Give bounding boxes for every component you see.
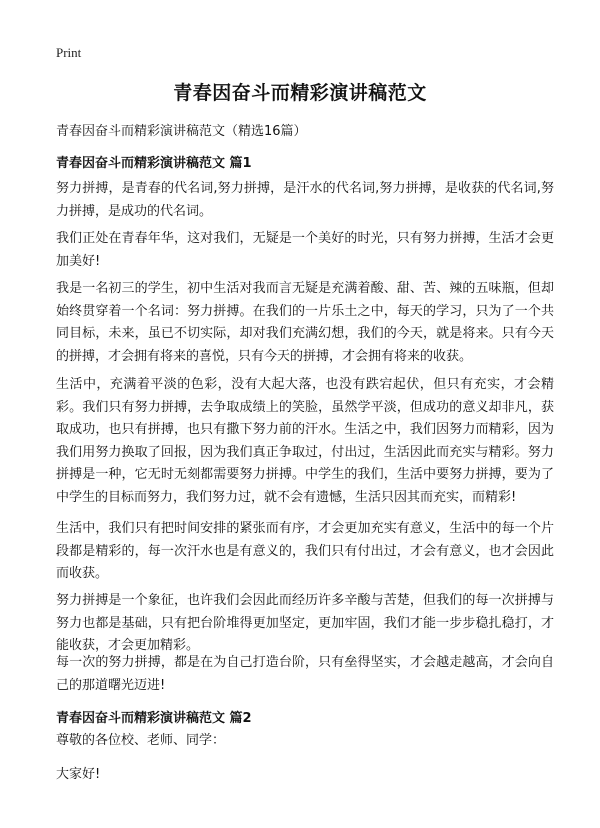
page-title: 青春因奋斗而精彩演讲稿范文	[173, 82, 427, 104]
paragraph: 努力拼搏，是青春的代名词,努力拼搏，是汗水的代名词,努力拼搏，是收获的代名词,努力拼搏，是成功的代名词。	[56, 181, 554, 219]
section-heading-2: 青春因奋斗而精彩演讲稿范文 篇2	[56, 711, 252, 726]
page-subtitle: 青春因奋斗而精彩演讲稿范文（精选16篇）	[56, 124, 307, 139]
paragraph: 我们正处在青春年华，这对我们，无疑是一个美好的时光，只有努力拼搏，生活才会更加美好!	[56, 231, 554, 269]
paragraph: 大家好!	[56, 767, 101, 782]
print-link[interactable]: Print	[56, 45, 82, 60]
paragraph: 努力拼搏是一个象征，也许我们会因此而经历许多辛酸与苦楚，但我们的每一次拼搏与努力也都是基础，只有把台阶堆得更加坚定，更加牢固，我们才能一步步稳扎稳打，才能收获，才会更加精彩。	[56, 593, 554, 653]
section-heading-1: 青春因奋斗而精彩演讲稿范文 篇1	[56, 156, 252, 171]
paragraph: 每一次的努力拼搏，都是在为自己打造台阶，只有垒得坚实，才会越走越高，才会向自己的那道曙光迈进!	[56, 655, 554, 693]
paragraph: 我是一名初三的学生，初中生活对我而言无疑是充满着酸、甜、苦、辣的五味瓶，但却始终贯穿着一个名词：努力拼搏。在我们的一片乐土之中，每天的学习，只为了一个共同目标，未来，虽已不切实际，却对我们充满幻想，我们的今天，就是将来。只有今天的拼搏，才会拥有将来的喜悦，只有今天的拼搏，才会拥有将来的收获。	[56, 281, 554, 364]
paragraph: 生活中，我们只有把时间安排的紧张而有序，才会更加充实有意义，生活中的每一个片段都是精彩的，每一次汗水也是有意义的，我们只有付出过，才会有意义，也才会因此而收获。	[56, 521, 554, 581]
paragraph: 尊敬的各位校、老师、同学：	[56, 733, 226, 748]
paragraph: 生活中，充满着平淡的色彩，没有大起大落，也没有跌宕起伏，但只有充实，才会精彩。我们只有努力拼搏，去争取成绩上的笑脸，虽然学平淡，但成功的意义却非凡，获取成功，也只有拼搏，也只有撒下努力前的汗水。生活之中，我们因努力而精彩，因为我们用努力换取了回报，因为我们真正争取过，付出过，生活因此而充实与精彩。努力拼搏是一种，它无时无刻都需要努力拼搏。中学生的我们，生活中要努力拼搏，要为了中学生的目标而努力，我们努力过，就不会有遗憾，生活只因其而充实，而精彩!	[56, 377, 554, 505]
